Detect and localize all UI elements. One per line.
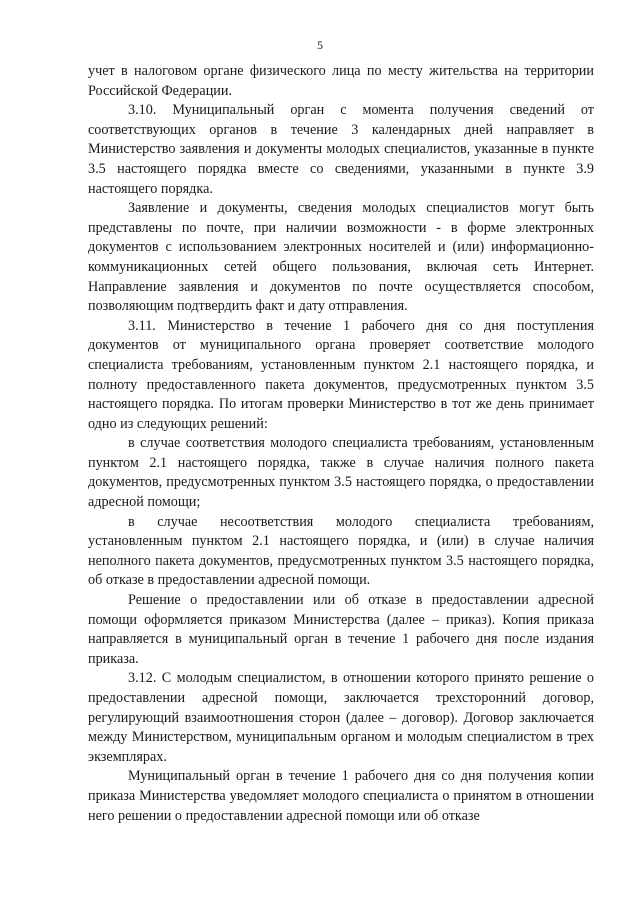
paragraph-decision-approve: в случае соответствия молодого специалиста требованиям, установленным пунктом 2.1 настоящего порядка, также в случае наличия полного пакета документов, предусмотренных пунктом 3.5 настоящего порядка, о предоставлении адресной помощи; [88,435,594,511]
paragraph-3-11: 3.11. Министерство в течение 1 рабочего дня со дня поступления документов от муниципального органа проверяет соответствие молодого специалиста требованиям, установленным пунктом 2.1 настоящего порядка, и полноту предоставленного пакета документов, предусмотренных пунктом 3.5 настоящего порядка. По итогам проверки Министерство в тот же день принимает одно из следующих решений: [88,317,594,432]
paragraph-3-10: 3.10. Муниципальный орган с момента получения сведений от соответствующих органов в течение 3 календарных дней направляет в Министерство заявления и документы молодых специалистов, указанные в пункте 3.5 настоящего порядка вместе со сведениями, указанными в пункте 3.9 настоящего порядка. [88,102,594,197]
page-number: 5 [317,38,323,52]
paragraph-submission-by-mail: Заявление и документы, сведения молодых специалистов могут быть представлены по почте, при наличии возможности - в форме электронных документов с использованием электронных носителей и (или) информационно-коммуникационных сетей общего пользования, включая сеть Интернет. Направление заявления и документов по почте осуществляется способом, позволяющим подтвердить факт и дату отправления. [88,200,594,315]
paragraph-decision-refuse: в случае несоответствия молодого специалиста требованиям, установленным пунктом 2.1 настоящего порядка, и (или) в случае наличия неполного пакета документов, предусмотренных пунктом 3.5 настоящего порядка, об отказе в предоставлении адресной помощи. [88,513,594,589]
paragraph-order: Решение о предоставлении или об отказе в предоставлении адресной помощи оформляется приказом Министерства (далее – приказ). Копия приказа направляется в муниципальный орган в течение 1 рабочего дня после издания приказа. [88,592,594,667]
document-body [88,62,594,826]
paragraph-3-12: 3.12. С молодым специалистом, в отношении которого принято решение о предоставлении адресной помощи, заключается трехсторонний договор, регулирующий взаимоотношения сторон (далее – договор). Договор заключается между Министерством, муниципальным органом и молодым специалистом в трех экземплярах. [88,670,594,765]
paragraph-notification: Муниципальный орган в течение 1 рабочего дня со дня получения копии приказа Министерства уведомляет молодого специалиста о принятом в отношении него решении о предоставлении адресной помощи или об отказе [88,768,594,824]
paragraph-continuation: учет в налоговом органе физического лица по месту жительства на территории Российской Федерации. [88,63,594,99]
